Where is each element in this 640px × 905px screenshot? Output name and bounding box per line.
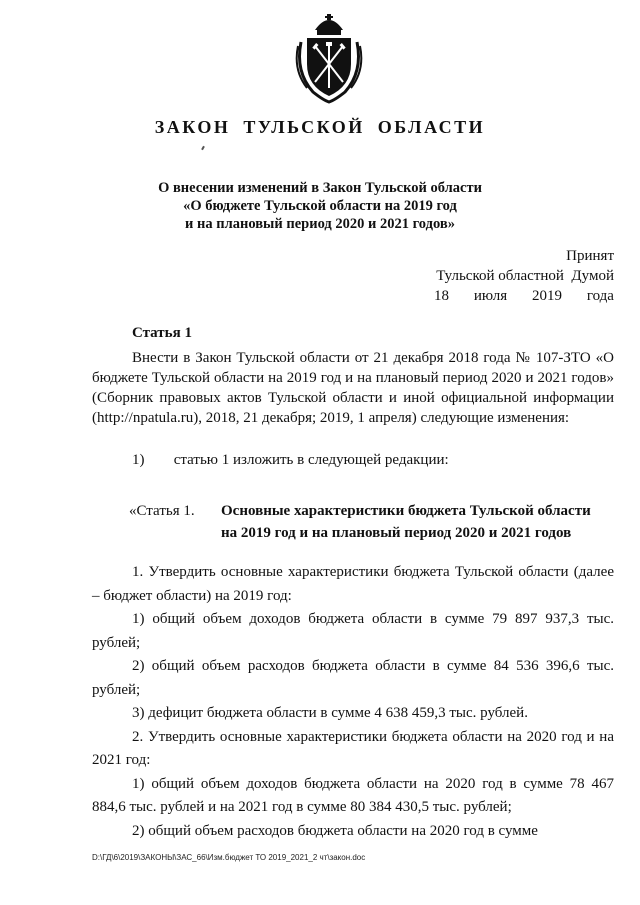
subtitle-line: О внесении изменений в Закон Тульской области bbox=[158, 180, 482, 196]
subtitle-line: «О бюджете Тульской области на 2019 год bbox=[183, 198, 457, 214]
article-1-heading: Статья 1 bbox=[132, 325, 192, 341]
article-1-item bbox=[132, 452, 449, 469]
adoption-day: 18 bbox=[434, 288, 449, 304]
new-article-label: «Статья 1. bbox=[129, 503, 195, 519]
adopted-label: Принят bbox=[566, 248, 614, 264]
adoption-date bbox=[394, 286, 614, 306]
adoption-year: 2019 bbox=[531, 288, 562, 304]
law-title: ЗАКОН ТУЛЬСКОЙ ОБЛАСТИ bbox=[154, 117, 486, 137]
body-paragraph: 1) общий объем доходов бюджета области в сумме 79 897 937,3 тыс. рублей; bbox=[92, 611, 614, 651]
new-article-title-line: на 2019 год и на плановый период 2020 и 2021 годов bbox=[221, 525, 572, 541]
new-article-title-line: Основные характеристики бюджета Тульской области bbox=[221, 503, 591, 519]
body-paragraph: 1) общий объем доходов бюджета области на 2020 год в сумме 78 467 884,6 тыс. рублей и на 2021 год в сумме 80 384 430,5 тыс. рублей; bbox=[92, 775, 614, 815]
body-paragraph: 1. Утвердить основные характеристики бюджета Тульской области (далее – бюджет области) на 2019 год: bbox=[92, 564, 614, 604]
tula-coat-of-arms-icon bbox=[293, 12, 365, 104]
item-text: статью 1 изложить в следующей редакции: bbox=[173, 452, 449, 468]
law-subtitle bbox=[0, 179, 640, 233]
body-paragraph: 2) общий объем расходов бюджета области на 2020 год в сумме bbox=[132, 822, 538, 839]
body-paragraph: 3) дефицит бюджета области в сумме 4 638 459,3 тыс. рублей. bbox=[132, 705, 528, 721]
new-article-title bbox=[221, 500, 640, 544]
adoption-month: июля bbox=[473, 288, 508, 304]
article-1-intro: Внести в Закон Тульской области от 21 декабря 2018 года № 107-ЗТО «О бюджете Тульской области на 2019 год и на плановый период 2020 и 2021 годов» (Сборник правовых актов Тульской области и иной официальной информации (http://npatula.ru), 2018, 21 декабря; 2019, 1 апреля) следующие изменения: bbox=[92, 350, 614, 426]
ink-mark bbox=[201, 146, 205, 150]
article-body bbox=[92, 561, 614, 843]
adoption-block bbox=[394, 246, 614, 306]
adoption-year-word: года bbox=[586, 288, 614, 304]
item-number: 1) bbox=[132, 452, 145, 468]
adopted-by: Тульской областной Думой bbox=[436, 268, 614, 284]
subtitle-line: и на плановый период 2020 и 2021 годов» bbox=[185, 216, 455, 232]
file-path-footer: D:\ГД\6\2019\ЗАКОНЫ\ЗАС_66\Изм.бюджет ТО 2019_2021_2 чт\закон.doc bbox=[92, 853, 366, 862]
body-paragraph: 2) общий объем расходов бюджета области в сумме 84 536 396,6 тыс. рублей; bbox=[92, 658, 614, 698]
body-paragraph: 2. Утвердить основные характеристики бюджета области на 2020 год и на 2021 год: bbox=[92, 728, 614, 768]
